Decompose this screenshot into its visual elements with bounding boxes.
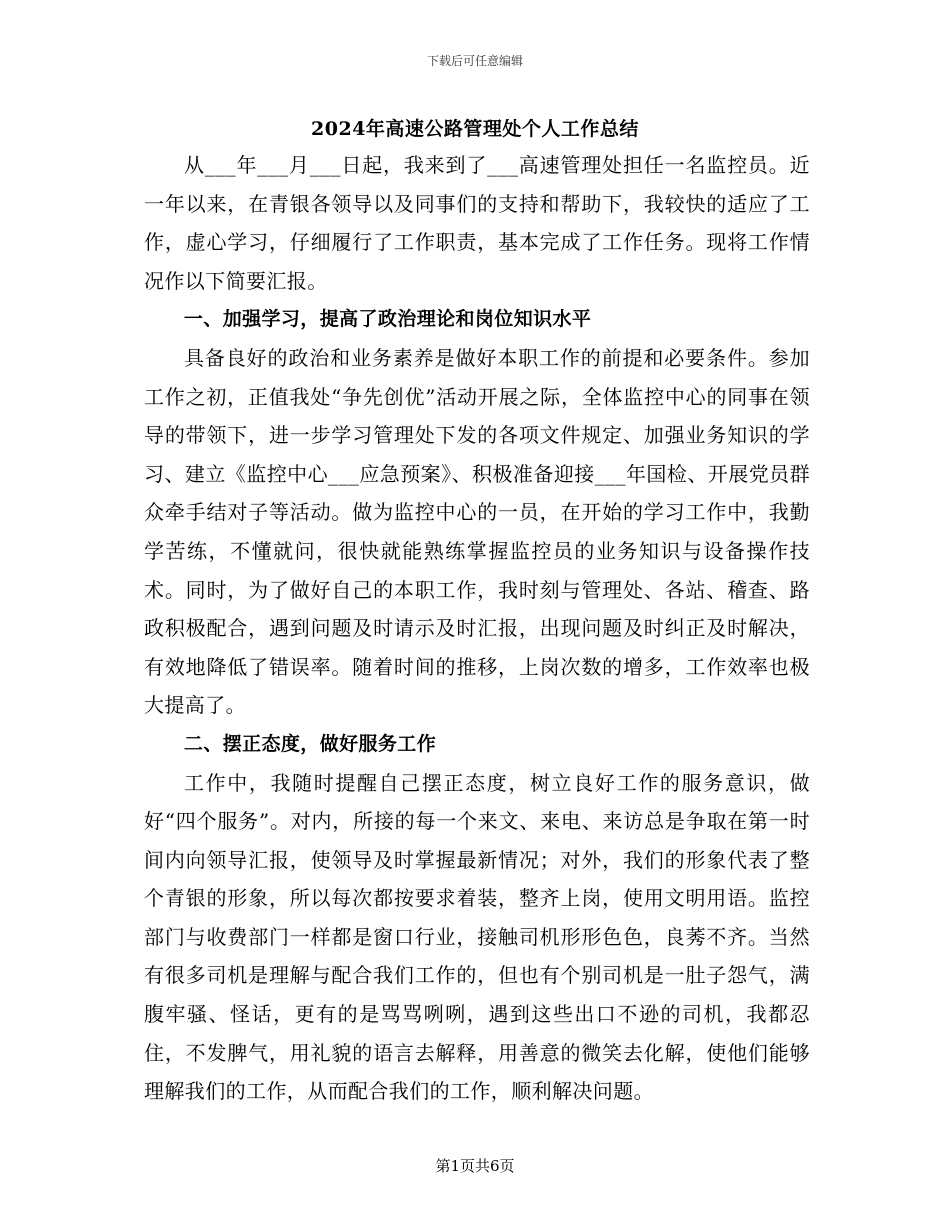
section-2-paragraph: 工作中，我随时提醒自己摆正态度，树立良好工作的服务意识，做好“四个服务”。对内，所接的每一个来文、来电、来访总是争取在第一时间内向领导汇报，使领导及时掌握最新情况；对外，我们的形象代表了整个青银的形象，所以每次都按要求着装，整齐上岗，使用文明用语。监控部门与收费部门一样都是窗口行业，接触司机形形色色，良莠不齐。当然有很多司机是理解与配合我们工作的，但也有个别司机是一肚子怨气，满腹牢骚、怪话，更有的是骂骂咧咧，遇到这些出口不逊的司机，我都忍住，不发脾气，用礼貌的语言去解释，用善意的微笑去化解，使他们能够理解我们的工作，从而配合我们的工作，顺利解决问题。	[144, 770, 810, 1104]
document-title: 2024年高速公路管理处个人工作总结	[311, 118, 639, 140]
intro-paragraph: 从___年___月___日起，我来到了___高速管理处担任一名监控员。近一年以来，在青银各领导以及同事们的支持和帮助下，我较快的适应了工作，虚心学习，仔细履行了工作职责，基本完成了工作任务。现将工作情况作以下简要汇报。	[144, 153, 810, 293]
page-header: 下载后可任意编辑	[426, 54, 523, 68]
section-1-heading: 一、加强学习，提高了政治理论和岗位知识水平	[183, 308, 592, 331]
page-number: 第1页共6页	[435, 1157, 515, 1175]
document-body	[144, 146, 810, 1111]
section-2-heading: 二、摆正态度，做好服务工作	[183, 732, 437, 755]
section-1-paragraph: 具备良好的政治和业务素养是做好本职工作的前提和必要条件。参加工作之初，正值我处“争先创优”活动开展之际，全体监控中心的同事在领导的带领下，进一步学习管理处下发的各项文件规定、加强业务知识的学习、建立《监控中心___应急预案》、积极准备迎接___年国检、开展党员群众牵手结对子等活动。做为监控中心的一员，在开始的学习工作中，我勤学苦练，不懂就问，很快就能熟练掌握监控员的业务知识与设备操作技术。同时，为了做好自己的本职工作，我时刻与管理处、各站、稽查、路政积极配合，遇到问题及时请示及时汇报，出现问题及时纠正及时解决，有效地降低了错误率。随着时间的推移，上岗次数的增多，工作效率也极大提高了。	[144, 345, 810, 718]
